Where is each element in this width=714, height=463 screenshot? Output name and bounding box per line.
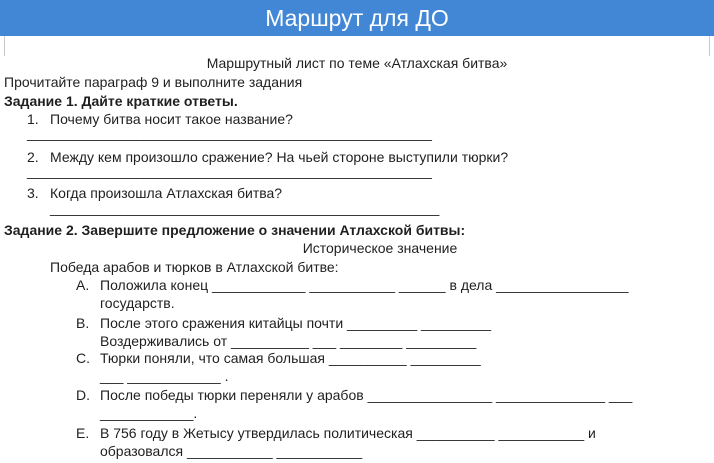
document-title: Маршрутный лист по теме «Атлахская битва»	[206, 55, 508, 71]
answer-blank: __________________________________________________	[50, 200, 440, 216]
item-line: ____________.	[100, 405, 198, 421]
item-line: Положила конец ____________ ___________ ______ в дела _________________	[100, 277, 629, 293]
item-line: После победы тюрки переняли у арабов ________________ ______________ ___	[100, 387, 633, 403]
item-line: ___ ____________ .	[100, 368, 229, 384]
question-number: 1.	[27, 111, 39, 127]
header-title: Маршрут для ДО	[265, 5, 449, 31]
instruction-text: Прочитайте параграф 9 и выполните задания	[4, 74, 303, 90]
question-text: Когда произошла Атлахская битва?	[50, 185, 283, 201]
item-line: образовался ___________ ___________	[100, 443, 363, 459]
item-letter: C.	[76, 350, 90, 366]
item-line: Тюрки поняли, что самая большая __________ _________	[100, 350, 481, 366]
item-line: В 756 году в Жетысу утвердилась политическая __________ ___________ и	[100, 425, 596, 441]
task1-heading: Задание 1. Дайте краткие ответы.	[4, 93, 238, 109]
item-line: После этого сражения китайцы почти _________ _________	[100, 315, 492, 331]
item-letter: E.	[76, 425, 90, 441]
answer-blank: ____________________________________________________	[27, 125, 432, 141]
task2-intro: Победа арабов и тюрков в Атлахской битве:	[50, 259, 339, 275]
question-text: Почему битва носит такое название?	[50, 111, 293, 127]
question-text: Между кем произошло сражение? На чьей стороне выступили тюрки?	[50, 149, 509, 165]
item-letter: B.	[76, 315, 90, 331]
task2-subheading: Историческое значение	[302, 240, 458, 256]
task2-heading: Задание 2. Завершите предложение о значении Атлахской битвы:	[4, 222, 466, 238]
question-number: 2.	[27, 149, 39, 165]
item-letter: D.	[76, 387, 90, 403]
item-line: Воздерживались от __________ ___ ________ _________	[100, 333, 477, 349]
answer-blank: ____________________________________________________	[27, 163, 432, 179]
item-letter: A.	[76, 277, 90, 293]
question-number: 3.	[27, 185, 39, 201]
item-line: государств.	[100, 295, 175, 311]
